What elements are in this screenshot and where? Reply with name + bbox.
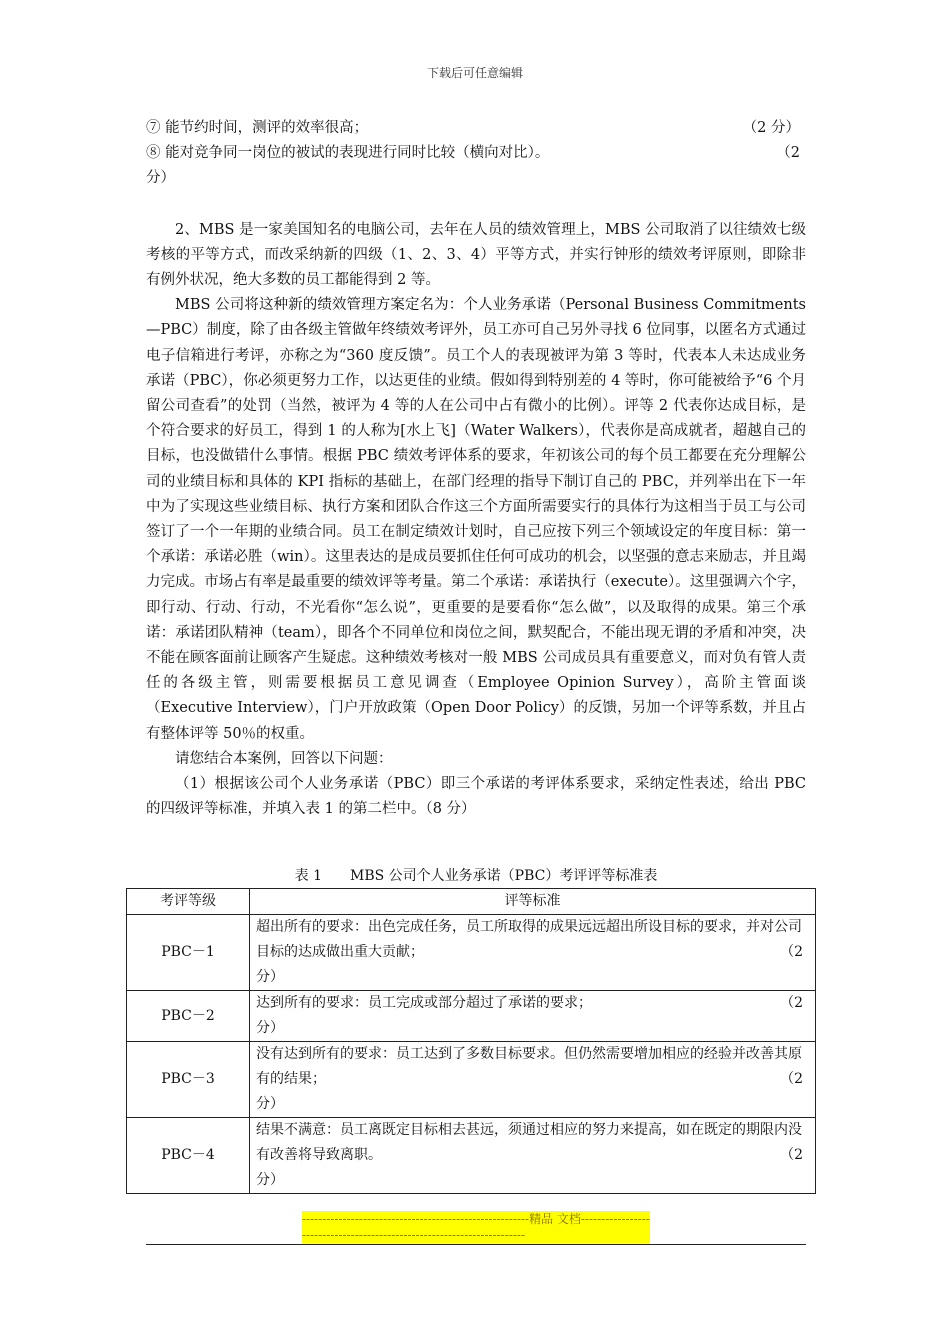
row-score-wrap: 分） (256, 1172, 284, 1188)
list-item-8 (146, 141, 806, 166)
document-body (146, 116, 806, 822)
item-text: ⑦ 能节约时间，测评的效率很高； (146, 120, 369, 136)
standard-cell (250, 915, 816, 991)
item-score: （2 (776, 145, 800, 162)
question-1: （1）根据该公司个人业务承诺（PBC）即三个承诺的考评体系要求，采纳定性表述，给出 PBC 的四级评等标准，并填入表 1 的第二栏中。（8 分） (146, 776, 806, 818)
standard-cell (250, 1118, 816, 1194)
standard-text: 达到所有的要求：员工完成或部分超过了承诺的要求； (256, 995, 592, 1011)
item-score: （2 分） (742, 120, 800, 136)
case-body-paragraph: MBS 公司将这种新的绩效管理方案定名为：个人业务承诺（Personal Business Commitments—PBC）制度，除了由各级主管做年终绩效考评外，员工亦可自己另外寻找 6 位同事，以匿名方式通过电子信箱进行考评，亦称之为“360 度反馈”。员工个人的表现被评为第 3 等时，代表本人未达成业务承诺（PBC），你必须更努力工作，以达更佳的业绩。假如得到特别差的 4 等时，你可能被给予“6 个月留公司查看”的处罚（当然，被评为 4 等的人在公司中占有微小的比例）。评等 2 代表你达成目标，是个符合要求的好员工，得到 1 的人称为[水上飞]（Water Walkers），代表你是高成就者，超越自己的目标，也没做错什么事情。根据 PBC 绩效考评体系的要求，年初该公司的每个员工都要在充分理解公司的业绩目标和具体的 KPI 指标的基础上，在部门经理的指导下制订自己的 PBC，并列举出在下一年中为了实现这些业绩目标、执行方案和团队合作这三个方面所需要实行的具体行为这相当于员工与公司签订了一个一年期的业绩合同。员工在制定绩效计划时，自己应按下列三个领域设定的年度目标：第一个承诺：承诺必胜（win）。这里表达的是成员要抓住任何可成功的机会，以坚强的意志来励志，并且竭力完成。市场占有率是最重要的绩效评等考量。第二个承诺：承诺执行（execute）。这里强调六个字，即行动、行动、行动，不光看你“怎么说”，更重要的是要看你“怎么做”，以及取得的成果。第三个承诺：承诺团队精神（team），即各个不同单位和岗位之间，默契配合，不能出现无谓的矛盾和冲突，决不能在顾客面前让顾客产生疑虑。这种绩效考核对一般 MBS 公司成员具有重要意义，而对负有管人责任的各级主管，则需要根据员工意见调查（Employee Opinion Survey），高阶主管面谈（Executive Interview），门户开放政策（Open Door Policy）的反馈，另加一个评等系数，并且占有整体评等 50％的权重。 (146, 297, 806, 742)
row-score: （2 (780, 1147, 803, 1163)
grade-cell: PBC－4 (127, 1118, 250, 1194)
page-header: 下载后可任意编辑 (426, 66, 523, 80)
standard-text: 超出所有的要求：出色完成任务，员工所取得的成果远远超出所设目标的要求，并对公司目标的达成做出重大贡献； (256, 919, 802, 960)
case-intro-paragraph: 2、MBS 是一家美国知名的电脑公司，去年在人员的绩效管理上，MBS 公司取消了以往绩效七级考核的平等方式，而改采纳新的四级（1、2、3、4）平等方式，并实行钟形的绩效考评原则，即除非有例外状况，绝大多数的员工都能得到 2 等。 (146, 221, 806, 289)
grade-cell: PBC－1 (127, 915, 250, 991)
row-score: （2 (780, 944, 803, 960)
table-row (127, 991, 816, 1042)
spacer (146, 192, 806, 218)
row-score-wrap: 分） (256, 1020, 284, 1036)
row-score-wrap: 分） (256, 969, 284, 985)
row-score: （2 (780, 1071, 803, 1087)
standard-text: 结果不满意：员工离既定目标相去甚远，须通过相应的努力来提高，如在既定的期限内没有改善将导致离职。 (256, 1122, 802, 1163)
grade-cell: PBC－2 (127, 991, 250, 1042)
standard-text: 没有达到所有的要求：员工达到了多数目标要求。但仍然需要增加相应的经验并改善其原有的结果； (256, 1046, 802, 1087)
table-caption: 表 1 MBS 公司个人业务承诺（PBC）考评评等标准表 (294, 868, 658, 884)
table-header-row (127, 889, 816, 915)
row-score: （2 (780, 995, 803, 1011)
grade-cell: PBC－3 (127, 1042, 250, 1118)
table-row (127, 915, 816, 991)
question-prompt: 请您结合本案例，回答以下问题： (175, 750, 393, 767)
column-header-standard: 评等标准 (250, 889, 816, 915)
table-row (127, 1118, 816, 1194)
footer-watermark: --------------------------------------------------------精品 文档------------------------------------------------------------------------ (302, 1212, 650, 1242)
footer-divider (146, 1244, 806, 1245)
column-header-grade: 考评等级 (127, 889, 250, 915)
list-item-7 (146, 116, 806, 141)
pbc-standard-table (126, 888, 816, 1194)
table-row (127, 1042, 816, 1118)
standard-cell (250, 1042, 816, 1118)
row-score-wrap: 分） (256, 1096, 284, 1112)
standard-cell (250, 991, 816, 1042)
item-text: ⑧ 能对竞争同一岗位的被试的表现进行同时比较（横向对比）。 (146, 145, 550, 162)
item-score-wrap: 分） (146, 170, 175, 187)
